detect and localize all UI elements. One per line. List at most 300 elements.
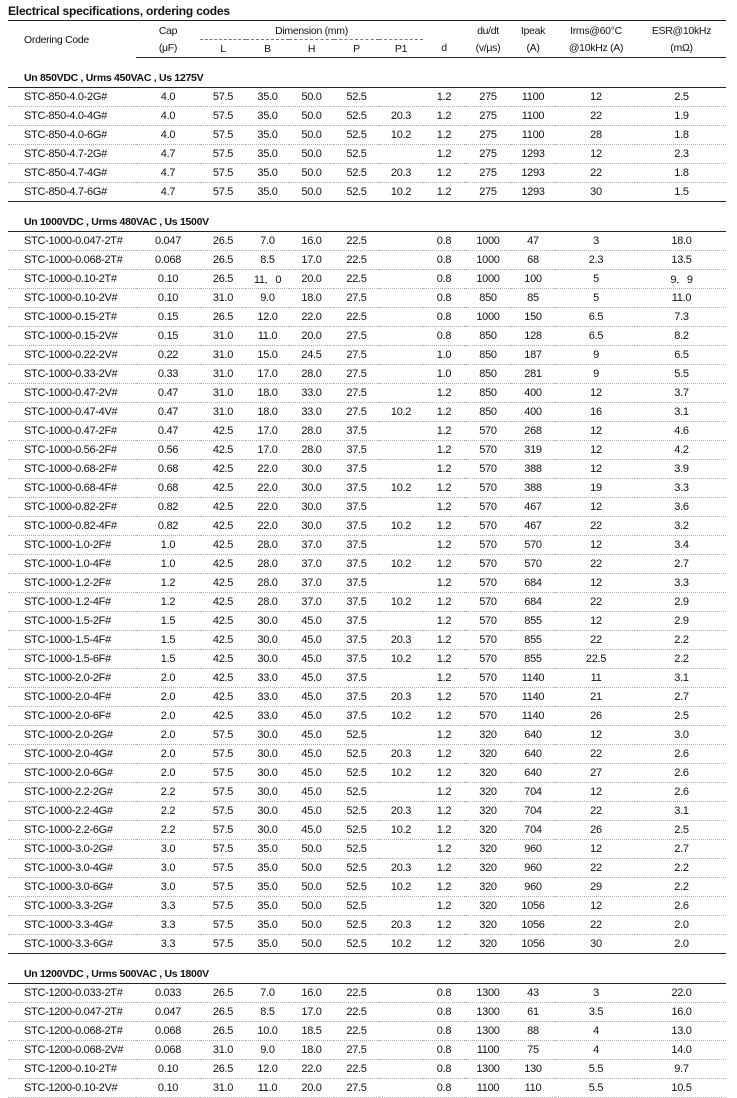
cell-dim-p: 27.5 — [334, 327, 379, 346]
cell-dim-b: 17.0 — [246, 441, 289, 460]
cell-dim-p: 52.5 — [334, 878, 379, 897]
cell-dim-l: 31.0 — [200, 327, 246, 346]
cell-cap: 3.3 — [136, 916, 200, 935]
cell-esr: 3.3 — [637, 479, 726, 498]
cell-dim-l: 57.5 — [200, 840, 246, 859]
cell-dudt: 1000 — [465, 308, 511, 327]
cell-irms: 30 — [555, 183, 637, 202]
cell-dim-l: 31.0 — [200, 1079, 246, 1098]
cell-dim-b: 28.0 — [246, 536, 289, 555]
cell-dudt: 275 — [465, 164, 511, 183]
header-esr: ESR@10kHz — [651, 24, 712, 37]
cell-dim-p1 — [379, 1003, 423, 1022]
cell-ordering-code: STC-1000-1.0-4F# — [8, 555, 136, 574]
cell-esr: 9．9 — [637, 270, 726, 289]
cell-irms: 9 — [555, 346, 637, 365]
cell-ipeak: 960 — [511, 878, 555, 897]
cell-dim-b: 28.0 — [246, 555, 289, 574]
cell-d: 0.8 — [423, 251, 465, 270]
cell-dim-b: 30.0 — [246, 745, 289, 764]
cell-irms: 22 — [555, 517, 637, 536]
cell-dim-l: 57.5 — [200, 726, 246, 745]
cell-dim-h: 18.5 — [289, 1022, 334, 1041]
cell-dim-h: 45.0 — [289, 802, 334, 821]
cell-ipeak: 640 — [511, 764, 555, 783]
cell-dim-b: 30.0 — [246, 821, 289, 840]
cell-cap: 2.2 — [136, 802, 200, 821]
cell-esr: 1.8 — [637, 164, 726, 183]
cell-dim-h: 17.0 — [289, 251, 334, 270]
cell-dim-p: 22.5 — [334, 308, 379, 327]
cell-dim-p1: 10.2 — [379, 593, 423, 612]
cell-esr: 2.6 — [637, 764, 726, 783]
cell-dim-l: 42.5 — [200, 555, 246, 574]
cell-cap: 1.5 — [136, 650, 200, 669]
cell-d: 1.2 — [423, 669, 465, 688]
cell-dudt: 1300 — [465, 1060, 511, 1079]
cell-dim-b: 30.0 — [246, 650, 289, 669]
cell-dudt: 320 — [465, 916, 511, 935]
cell-cap: 1.2 — [136, 574, 200, 593]
header-irms: Irms@60°C — [570, 24, 622, 37]
cell-dim-b: 28.0 — [246, 574, 289, 593]
cell-d: 1.2 — [423, 726, 465, 745]
cell-ordering-code: STC-1000-2.0-2F# — [8, 669, 136, 688]
table-row — [8, 897, 726, 916]
cell-ipeak: 400 — [511, 403, 555, 422]
cell-dim-h: 17.0 — [289, 1003, 334, 1022]
cell-dim-p: 27.5 — [334, 365, 379, 384]
cell-dim-b: 30.0 — [246, 612, 289, 631]
cell-irms: 12 — [555, 88, 637, 107]
cell-dim-l: 57.5 — [200, 764, 246, 783]
cell-d: 0.8 — [423, 327, 465, 346]
cell-dim-p: 52.5 — [334, 764, 379, 783]
header-ordering-code: Ordering Code — [24, 33, 89, 46]
cell-cap: 3.0 — [136, 859, 200, 878]
cell-irms: 11 — [555, 669, 637, 688]
cell-dim-p: 37.5 — [334, 593, 379, 612]
cell-ordering-code: STC-1000-0.68-2F# — [8, 460, 136, 479]
table-row — [8, 346, 726, 365]
cell-d: 1.2 — [423, 460, 465, 479]
cell-dudt: 570 — [465, 460, 511, 479]
cell-dim-p1 — [379, 346, 423, 365]
cell-d: 1.2 — [423, 783, 465, 802]
table-row — [8, 1022, 726, 1041]
cell-dim-h: 20.0 — [289, 327, 334, 346]
cell-dudt: 275 — [465, 145, 511, 164]
cell-ipeak: 684 — [511, 593, 555, 612]
cell-ipeak: 130 — [511, 1060, 555, 1079]
cell-dim-p: 27.5 — [334, 1041, 379, 1060]
cell-esr: 2.0 — [637, 916, 726, 935]
cell-dim-l: 26.5 — [200, 1022, 246, 1041]
cell-dim-h: 22.0 — [289, 1060, 334, 1079]
cell-ordering-code: STC-1000-2.0-4G# — [8, 745, 136, 764]
table-row — [8, 365, 726, 384]
table-row — [8, 1060, 726, 1079]
cell-dim-p: 52.5 — [334, 821, 379, 840]
cell-irms: 12 — [555, 145, 637, 164]
cell-dim-p: 52.5 — [334, 935, 379, 954]
cell-dim-p: 52.5 — [334, 897, 379, 916]
cell-dudt: 1000 — [465, 270, 511, 289]
cell-dim-l: 26.5 — [200, 251, 246, 270]
cell-ordering-code: STC-1200-0.068-2V# — [8, 1041, 136, 1060]
cell-dim-h: 37.0 — [289, 555, 334, 574]
cell-dudt: 320 — [465, 859, 511, 878]
cell-dim-h: 20.0 — [289, 270, 334, 289]
cell-dim-p: 27.5 — [334, 289, 379, 308]
cell-dim-b: 17.0 — [246, 422, 289, 441]
cell-dim-p1: 20.3 — [379, 688, 423, 707]
cell-dim-b: 35.0 — [246, 126, 289, 145]
cell-dim-p1 — [379, 840, 423, 859]
cell-dudt: 570 — [465, 422, 511, 441]
cell-dim-h: 50.0 — [289, 859, 334, 878]
cell-ordering-code: STC-1000-1.5-6F# — [8, 650, 136, 669]
cell-cap: 0.82 — [136, 498, 200, 517]
cell-dim-h: 50.0 — [289, 897, 334, 916]
header-dim-p1: P1 — [379, 40, 423, 58]
cell-ipeak: 570 — [511, 536, 555, 555]
cell-dim-l: 42.5 — [200, 612, 246, 631]
cell-irms: 22.5 — [555, 650, 637, 669]
cell-dim-p1 — [379, 88, 423, 107]
cell-esr: 2.5 — [637, 821, 726, 840]
cell-d: 1.2 — [423, 145, 465, 164]
cell-ipeak: 1293 — [511, 183, 555, 202]
cell-dim-p: 52.5 — [334, 783, 379, 802]
cell-esr: 2.2 — [637, 859, 726, 878]
table-row — [8, 498, 726, 517]
cell-dudt: 1100 — [465, 1041, 511, 1060]
cell-dim-l: 57.5 — [200, 878, 246, 897]
cell-dim-h: 45.0 — [289, 650, 334, 669]
cell-ordering-code: STC-1000-3.0-4G# — [8, 859, 136, 878]
cell-d: 1.2 — [423, 479, 465, 498]
cell-irms: 22 — [555, 802, 637, 821]
cell-dim-p: 22.5 — [334, 232, 379, 251]
cell-esr: 11.0 — [637, 289, 726, 308]
cell-cap: 2.0 — [136, 745, 200, 764]
page-title: Electrical specifications, ordering codes — [8, 4, 230, 18]
cell-dim-h: 33.0 — [289, 384, 334, 403]
cell-d: 1.2 — [423, 745, 465, 764]
cell-ipeak: 960 — [511, 840, 555, 859]
cell-cap: 4.7 — [136, 183, 200, 202]
cell-esr: 2.9 — [637, 612, 726, 631]
cell-cap: 3.0 — [136, 878, 200, 897]
cell-dim-p1: 10.2 — [379, 479, 423, 498]
cell-esr: 2.6 — [637, 745, 726, 764]
cell-irms: 4 — [555, 1022, 637, 1041]
cell-dim-p1 — [379, 251, 423, 270]
cell-dim-p1: 20.3 — [379, 802, 423, 821]
header-ipeak: Ipeak — [520, 24, 546, 37]
cell-dim-b: 10.0 — [246, 1022, 289, 1041]
cell-cap: 4.7 — [136, 145, 200, 164]
cell-dim-l: 57.5 — [200, 916, 246, 935]
cell-esr: 4.2 — [637, 441, 726, 460]
header-dim-l: L — [200, 40, 246, 58]
cell-dim-h: 50.0 — [289, 88, 334, 107]
cell-dudt: 320 — [465, 821, 511, 840]
cell-irms: 3.5 — [555, 1003, 637, 1022]
cell-esr: 2.6 — [637, 783, 726, 802]
cell-ordering-code: STC-1200-0.033-2T# — [8, 984, 136, 1003]
cell-cap: 4.0 — [136, 126, 200, 145]
cell-ordering-code: STC-1000-1.0-2F# — [8, 536, 136, 555]
cell-dim-b: 8.5 — [246, 1003, 289, 1022]
cell-dim-h: 45.0 — [289, 726, 334, 745]
cell-ordering-code: STC-1000-2.2-6G# — [8, 821, 136, 840]
cell-d: 1.2 — [423, 802, 465, 821]
cell-ordering-code: STC-1000-2.0-6G# — [8, 764, 136, 783]
cell-d: 0.8 — [423, 984, 465, 1003]
cell-cap: 1.2 — [136, 593, 200, 612]
cell-ordering-code: STC-1000-3.0-6G# — [8, 878, 136, 897]
cell-dim-p1: 10.2 — [379, 403, 423, 422]
cell-irms: 22 — [555, 107, 637, 126]
cell-cap: 4.7 — [136, 164, 200, 183]
cell-dim-p1 — [379, 460, 423, 479]
cell-cap: 0.10 — [136, 1060, 200, 1079]
cell-irms: 5 — [555, 270, 637, 289]
header-dudt-unit: (v/μs) — [465, 40, 511, 58]
cell-dim-l: 26.5 — [200, 232, 246, 251]
cell-ipeak: 388 — [511, 460, 555, 479]
cell-esr: 13.0 — [637, 1022, 726, 1041]
cell-dim-b: 9.0 — [246, 289, 289, 308]
cell-d: 1.2 — [423, 631, 465, 650]
table-row — [8, 593, 726, 612]
cell-ipeak: 150 — [511, 308, 555, 327]
cell-ordering-code: STC-1000-0.68-4F# — [8, 479, 136, 498]
cell-dim-p1 — [379, 365, 423, 384]
cell-dim-p1: 10.2 — [379, 878, 423, 897]
cell-ordering-code: STC-1000-0.47-2V# — [8, 384, 136, 403]
cell-ordering-code: STC-1200-0.10-2V# — [8, 1079, 136, 1098]
cell-ipeak: 268 — [511, 422, 555, 441]
cell-dim-p1 — [379, 1060, 423, 1079]
cell-irms: 22 — [555, 631, 637, 650]
cell-dim-l: 26.5 — [200, 270, 246, 289]
cell-irms: 12 — [555, 498, 637, 517]
cell-irms: 22 — [555, 555, 637, 574]
cell-dim-l: 31.0 — [200, 346, 246, 365]
cell-ordering-code: STC-1000-1.5-2F# — [8, 612, 136, 631]
cell-dudt: 320 — [465, 935, 511, 954]
cell-irms: 19 — [555, 479, 637, 498]
cell-dim-h: 50.0 — [289, 840, 334, 859]
table-row — [8, 126, 726, 145]
cell-dim-p: 52.5 — [334, 126, 379, 145]
cell-dudt: 850 — [465, 365, 511, 384]
table-row — [8, 107, 726, 126]
cell-ordering-code: STC-1000-3.3-2G# — [8, 897, 136, 916]
cell-ipeak: 1140 — [511, 688, 555, 707]
cell-ordering-code: STC-1000-0.56-2F# — [8, 441, 136, 460]
cell-dim-h: 28.0 — [289, 441, 334, 460]
cell-irms: 12 — [555, 574, 637, 593]
cell-dim-p1 — [379, 726, 423, 745]
cell-ipeak: 43 — [511, 984, 555, 1003]
cell-ipeak: 281 — [511, 365, 555, 384]
cell-irms: 12 — [555, 897, 637, 916]
cell-dudt: 570 — [465, 517, 511, 536]
cell-dim-p1: 20.3 — [379, 916, 423, 935]
cell-ordering-code: STC-1000-0.10-2T# — [8, 270, 136, 289]
header-dim-p: P — [334, 40, 379, 58]
cell-dim-p1: 20.3 — [379, 164, 423, 183]
cell-dim-p1 — [379, 289, 423, 308]
cell-dim-h: 45.0 — [289, 688, 334, 707]
cell-dim-p1: 10.2 — [379, 183, 423, 202]
cell-dudt: 850 — [465, 384, 511, 403]
cell-dim-p: 37.5 — [334, 555, 379, 574]
cell-ipeak: 960 — [511, 859, 555, 878]
cell-irms: 28 — [555, 126, 637, 145]
cell-ordering-code: STC-1000-0.068-2T# — [8, 251, 136, 270]
cell-dim-p1: 20.3 — [379, 745, 423, 764]
cell-irms: 26 — [555, 821, 637, 840]
cell-ordering-code: STC-1000-3.0-2G# — [8, 840, 136, 859]
cell-esr: 3.1 — [637, 802, 726, 821]
cell-d: 0.8 — [423, 1060, 465, 1079]
cell-d: 1.2 — [423, 650, 465, 669]
cell-ipeak: 1056 — [511, 935, 555, 954]
cell-esr: 1.5 — [637, 183, 726, 202]
table-header — [8, 22, 726, 58]
cell-dim-p1 — [379, 1022, 423, 1041]
cell-ordering-code: STC-1200-0.068-2T# — [8, 1022, 136, 1041]
cell-dudt: 570 — [465, 441, 511, 460]
cell-cap: 4.0 — [136, 88, 200, 107]
cell-dim-p1: 10.2 — [379, 126, 423, 145]
cell-dim-p1: 10.2 — [379, 764, 423, 783]
cell-cap: 0.68 — [136, 460, 200, 479]
table-row — [8, 1079, 726, 1098]
cell-irms: 5.5 — [555, 1060, 637, 1079]
cell-ipeak: 570 — [511, 555, 555, 574]
cell-d: 1.2 — [423, 441, 465, 460]
cell-dim-h: 50.0 — [289, 145, 334, 164]
cell-dim-b: 8.5 — [246, 251, 289, 270]
cell-irms: 26 — [555, 707, 637, 726]
cell-dim-b: 30.0 — [246, 631, 289, 650]
cell-d: 1.2 — [423, 164, 465, 183]
cell-cap: 3.3 — [136, 897, 200, 916]
cell-esr: 1.9 — [637, 107, 726, 126]
cell-cap: 0.033 — [136, 984, 200, 1003]
table-row — [8, 764, 726, 783]
cell-esr: 3.2 — [637, 517, 726, 536]
group-header-row — [8, 58, 726, 88]
cell-cap: 1.0 — [136, 555, 200, 574]
cell-dim-h: 50.0 — [289, 935, 334, 954]
cell-dim-b: 11.0 — [246, 327, 289, 346]
cell-dim-h: 50.0 — [289, 878, 334, 897]
cell-irms: 16 — [555, 403, 637, 422]
cell-dudt: 570 — [465, 688, 511, 707]
cell-ipeak: 68 — [511, 251, 555, 270]
cell-esr: 3.9 — [637, 460, 726, 479]
cell-dim-l: 42.5 — [200, 631, 246, 650]
cell-ordering-code: STC-850-4.0-4G# — [8, 107, 136, 126]
cell-esr: 2.5 — [637, 707, 726, 726]
cell-dim-l: 57.5 — [200, 107, 246, 126]
cell-d: 1.2 — [423, 384, 465, 403]
table-row — [8, 1041, 726, 1060]
cell-irms: 29 — [555, 878, 637, 897]
cell-dim-p: 52.5 — [334, 107, 379, 126]
cell-dudt: 320 — [465, 745, 511, 764]
cell-dim-p1 — [379, 270, 423, 289]
cell-dim-p: 22.5 — [334, 270, 379, 289]
cell-ipeak: 128 — [511, 327, 555, 346]
cell-dim-p1 — [379, 422, 423, 441]
cell-dim-l: 57.5 — [200, 183, 246, 202]
cell-d: 1.2 — [423, 821, 465, 840]
table-row — [8, 631, 726, 650]
cell-dim-l: 42.5 — [200, 441, 246, 460]
table-row — [8, 308, 726, 327]
cell-cap: 0.10 — [136, 1079, 200, 1098]
cell-dim-h: 45.0 — [289, 707, 334, 726]
cell-d: 1.2 — [423, 878, 465, 897]
cell-dim-h: 50.0 — [289, 916, 334, 935]
cell-dim-h: 24.5 — [289, 346, 334, 365]
cell-dudt: 570 — [465, 536, 511, 555]
cell-dim-h: 28.0 — [289, 422, 334, 441]
cell-dim-b: 35.0 — [246, 916, 289, 935]
group-header-row — [8, 954, 726, 984]
cell-dim-b: 28.0 — [246, 593, 289, 612]
cell-d: 0.8 — [423, 270, 465, 289]
cell-dim-l: 42.5 — [200, 517, 246, 536]
cell-esr: 7.3 — [637, 308, 726, 327]
cell-dim-h: 33.0 — [289, 403, 334, 422]
cell-d: 1.2 — [423, 536, 465, 555]
cell-cap: 0.15 — [136, 308, 200, 327]
cell-dim-b: 30.0 — [246, 764, 289, 783]
table-row — [8, 270, 726, 289]
cell-dim-p: 52.5 — [334, 726, 379, 745]
cell-dim-p: 37.5 — [334, 422, 379, 441]
cell-d: 1.2 — [423, 403, 465, 422]
cell-dim-p1: 10.2 — [379, 555, 423, 574]
cell-dim-l: 31.0 — [200, 384, 246, 403]
cell-dudt: 570 — [465, 479, 511, 498]
cell-dim-h: 50.0 — [289, 183, 334, 202]
cell-d: 1.2 — [423, 422, 465, 441]
cell-dudt: 1100 — [465, 1079, 511, 1098]
cell-ordering-code: STC-1000-0.33-2V# — [8, 365, 136, 384]
cell-ipeak: 1100 — [511, 107, 555, 126]
cell-dudt: 570 — [465, 707, 511, 726]
cell-ordering-code: STC-1000-3.3-4G# — [8, 916, 136, 935]
cell-esr: 2.0 — [637, 935, 726, 954]
table-row — [8, 183, 726, 202]
cell-dim-p1 — [379, 308, 423, 327]
cell-dim-p1 — [379, 612, 423, 631]
cell-dim-p: 52.5 — [334, 802, 379, 821]
cell-dim-h: 45.0 — [289, 745, 334, 764]
cell-esr: 3.3 — [637, 574, 726, 593]
cell-dim-p: 37.5 — [334, 669, 379, 688]
